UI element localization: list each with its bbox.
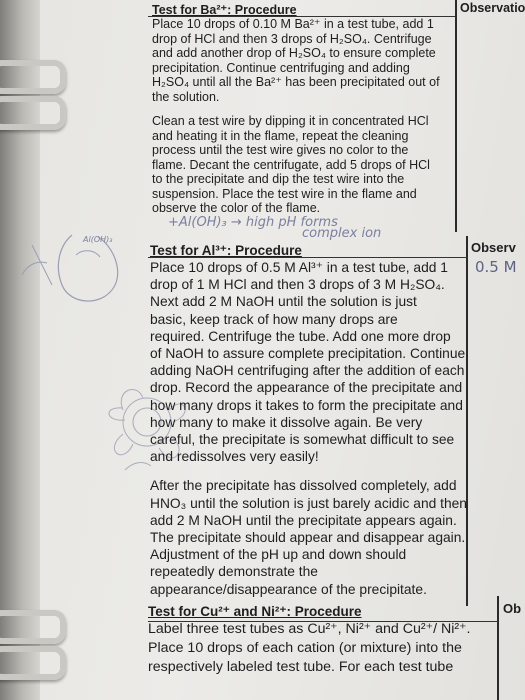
binder-ring [0,96,66,130]
observation-header: Ob [503,601,522,616]
section-title: Test for Al³⁺: Procedure [150,243,302,258]
pencil-sketch-flask [2,215,132,325]
observation-header: Observatio [460,1,525,15]
handwritten-note: complex ion [302,226,382,241]
handwritten-observation: 0.5 M [475,258,517,276]
section-title: Test for Ba²⁺: Procedure [152,3,297,17]
binder-ring [0,610,66,644]
procedure-paragraph: Place 10 drops of 0.5 M Al³⁺ in a test tube, add 1 drop of 1 M HCl and then 3 drops of 3 M H₂SO₄. Next add 2 M NaOH until the solution is just basic, keep track of how many drops are required. Centrifuge the tube. Add one more drop of NaOH to assure complete precipitation. Continue adding NaOH centrifuging after the addition of each drop. Record the appearance of the precipitate and how many drops it takes to form the precipitate and how many to make it dissolve again. Be very careful, the precipitate is somewhat difficult to see and redissolves very easily! [150,260,466,465]
procedure-paragraph: Label three test tubes as Cu²⁺, Ni²⁺ and Cu²⁺/ Ni²⁺. Place 10 drops of each cation (or mixture) into the respectively labeled test tube. For each test tube [148,621,471,675]
binder-ring [0,646,66,680]
procedure-paragraph: Clean a test wire by dipping it in concentrated HCl and heating it in the flame, repeat the cleaning process until the test wire gives no color to the flame. Decant the centrifugate, add 5 drops of HCl to the precipitate and dip the test wire into the suspension. Place the test wire in the flame and observe the color of the flame. [152,114,430,215]
handwritten-margin-note: Al(OH)₃ [83,235,113,244]
column-divider [455,0,457,232]
procedure-paragraph: After the precipitate has dissolved completely, add HNO₃ until the solution is just barely acidic and then add 2 M NaOH until the precipitate appears again. The precipitate should appear and disappear again. Adjustment of the pH up and down should repeatedly demonstrate the appearance/disappearance of the precipitate. [150,478,467,597]
observation-header: Observ [471,240,516,255]
procedure-paragraph: Place 10 drops of 0.10 M Ba²⁺ in a test tube, add 1 drop of HCl and then 3 drops of H₂SO₄. Centrifuge and add another drop of H₂SO₄ to ensure complete precipitation. Continue centrifuging and adding H₂SO₄ until all the Ba²⁺ has been precipitated out of the solution. [152,17,440,104]
handwritten-note: +Al(OH)₃ → high pH forms [168,215,338,230]
al-procedure [150,243,468,598]
cu-ni-procedure [148,604,496,677]
ba-procedure [152,3,454,216]
column-divider [497,596,499,700]
section-title: Test for Cu²⁺ and Ni²⁺: Procedure [148,604,362,619]
binder-ring [0,60,66,94]
